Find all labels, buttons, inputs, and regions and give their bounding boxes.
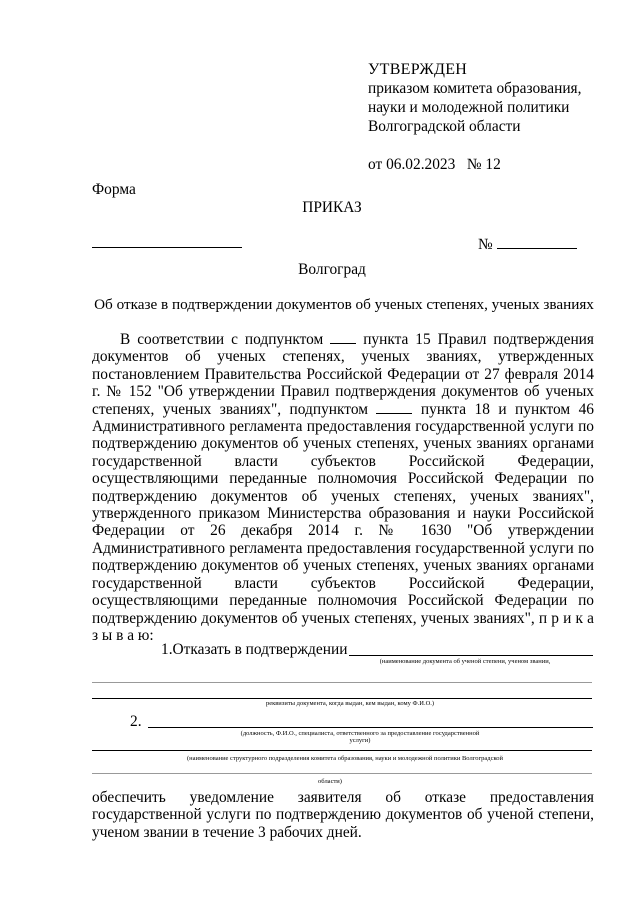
approval-block [368, 60, 581, 174]
order-body [92, 331, 594, 644]
item-2-caption-3: области) [318, 778, 342, 785]
item-2-blank-line-3 [92, 773, 592, 774]
item-1-caption-2: реквизиты документа, когда выдан, кем выдан, кому Ф.И.О.) [265, 700, 435, 707]
approval-line-2: науки и молодежной политики [368, 99, 570, 116]
item-1 [161, 641, 593, 659]
item-2-caption-2: (наименование структурного подразделения комитета образования, науки и молодежной политики Волгоградской [186, 755, 504, 762]
final-paragraph [92, 789, 594, 841]
approval-date: от 06.02.2023 № 12 [368, 156, 501, 173]
subpoint-blank-1 [330, 332, 356, 344]
date-blank-line [92, 247, 242, 248]
document-title: ПРИКАЗ [302, 199, 362, 216]
item-2-blank-line [148, 713, 593, 728]
subpoint-blank-2 [376, 402, 412, 414]
item-1-blank-line-2 [92, 682, 592, 683]
number-blank-line [497, 236, 577, 249]
body-part-3: пункта 18 и пунктом 46 Административного регламента предоставления государственной услуги по подтверждению документов об ученых степенях, ученых званиях органами государственной власти субъектов Российской Федерации, осуществляющими переданные полномочия Российской Федерации по подтверждению документов об ученых степенях, ученых званиях", утвержденного приказом Министерства образования и науки Российской Федерации от 26 декабря 2014 г. № 1630 "Об утверждении Административного регламента предоставления государственной услуги по подтверждению документов об ученых степенях, ученых званиях органами государственной власти субъектов Российской Федерации, осуществляющими переданные полномочия Российской Федерации по подтверждению документов об ученых степенях, ученых званиях", [92, 400, 594, 627]
approval-line-3: Волгоградской области [368, 118, 521, 135]
body-paragraph [92, 331, 594, 644]
item-1-label: 1.Отказать в подтверждении [161, 641, 348, 658]
form-label: Форма [92, 181, 136, 198]
item-2-caption-1: (должность, Ф.И.О., специалиста, ответственного за предоставление государственной услуги) [240, 730, 480, 744]
approval-heading: УТВЕРЖДЕН [368, 61, 468, 78]
body-part-1: В соответствии с подпунктом [120, 331, 331, 348]
item-2 [130, 713, 593, 731]
approval-line-1: приказом комитета образования, [368, 80, 582, 97]
item-1-blank-line [349, 641, 593, 656]
city-name: Волгоград [298, 261, 366, 278]
final-text: обеспечить уведомление заявителя об отказе предоставления государственной услуги по подтверждению документов об ученой степени, ученом звании в течение 3 рабочих дней. [92, 789, 594, 841]
number-sign: № [478, 236, 493, 253]
order-subject: Об отказе в подтверждении документов об ученых степенях, ученых званиях [94, 296, 594, 313]
item-2-blank-line-2 [92, 750, 592, 751]
item-2-label: 2. [130, 713, 142, 730]
item-1-blank-line-3 [92, 698, 592, 699]
item-1-caption-1: (наименование документа об ученой степени, ученом звании, [379, 658, 551, 665]
number-field [478, 236, 577, 254]
order-word: п р и к а з ы в а ю: [92, 609, 594, 644]
body-part-2: пункта 15 Правил подтверждения документов об ученых степенях, ученых званиях, утвержденных постановлением Правительства Российской Федерации от 27 февраля 2014 г. № 152 "Об утверждении Правил подтверждения документов об ученых степенях, ученых званиях", подпунктом [92, 331, 594, 418]
